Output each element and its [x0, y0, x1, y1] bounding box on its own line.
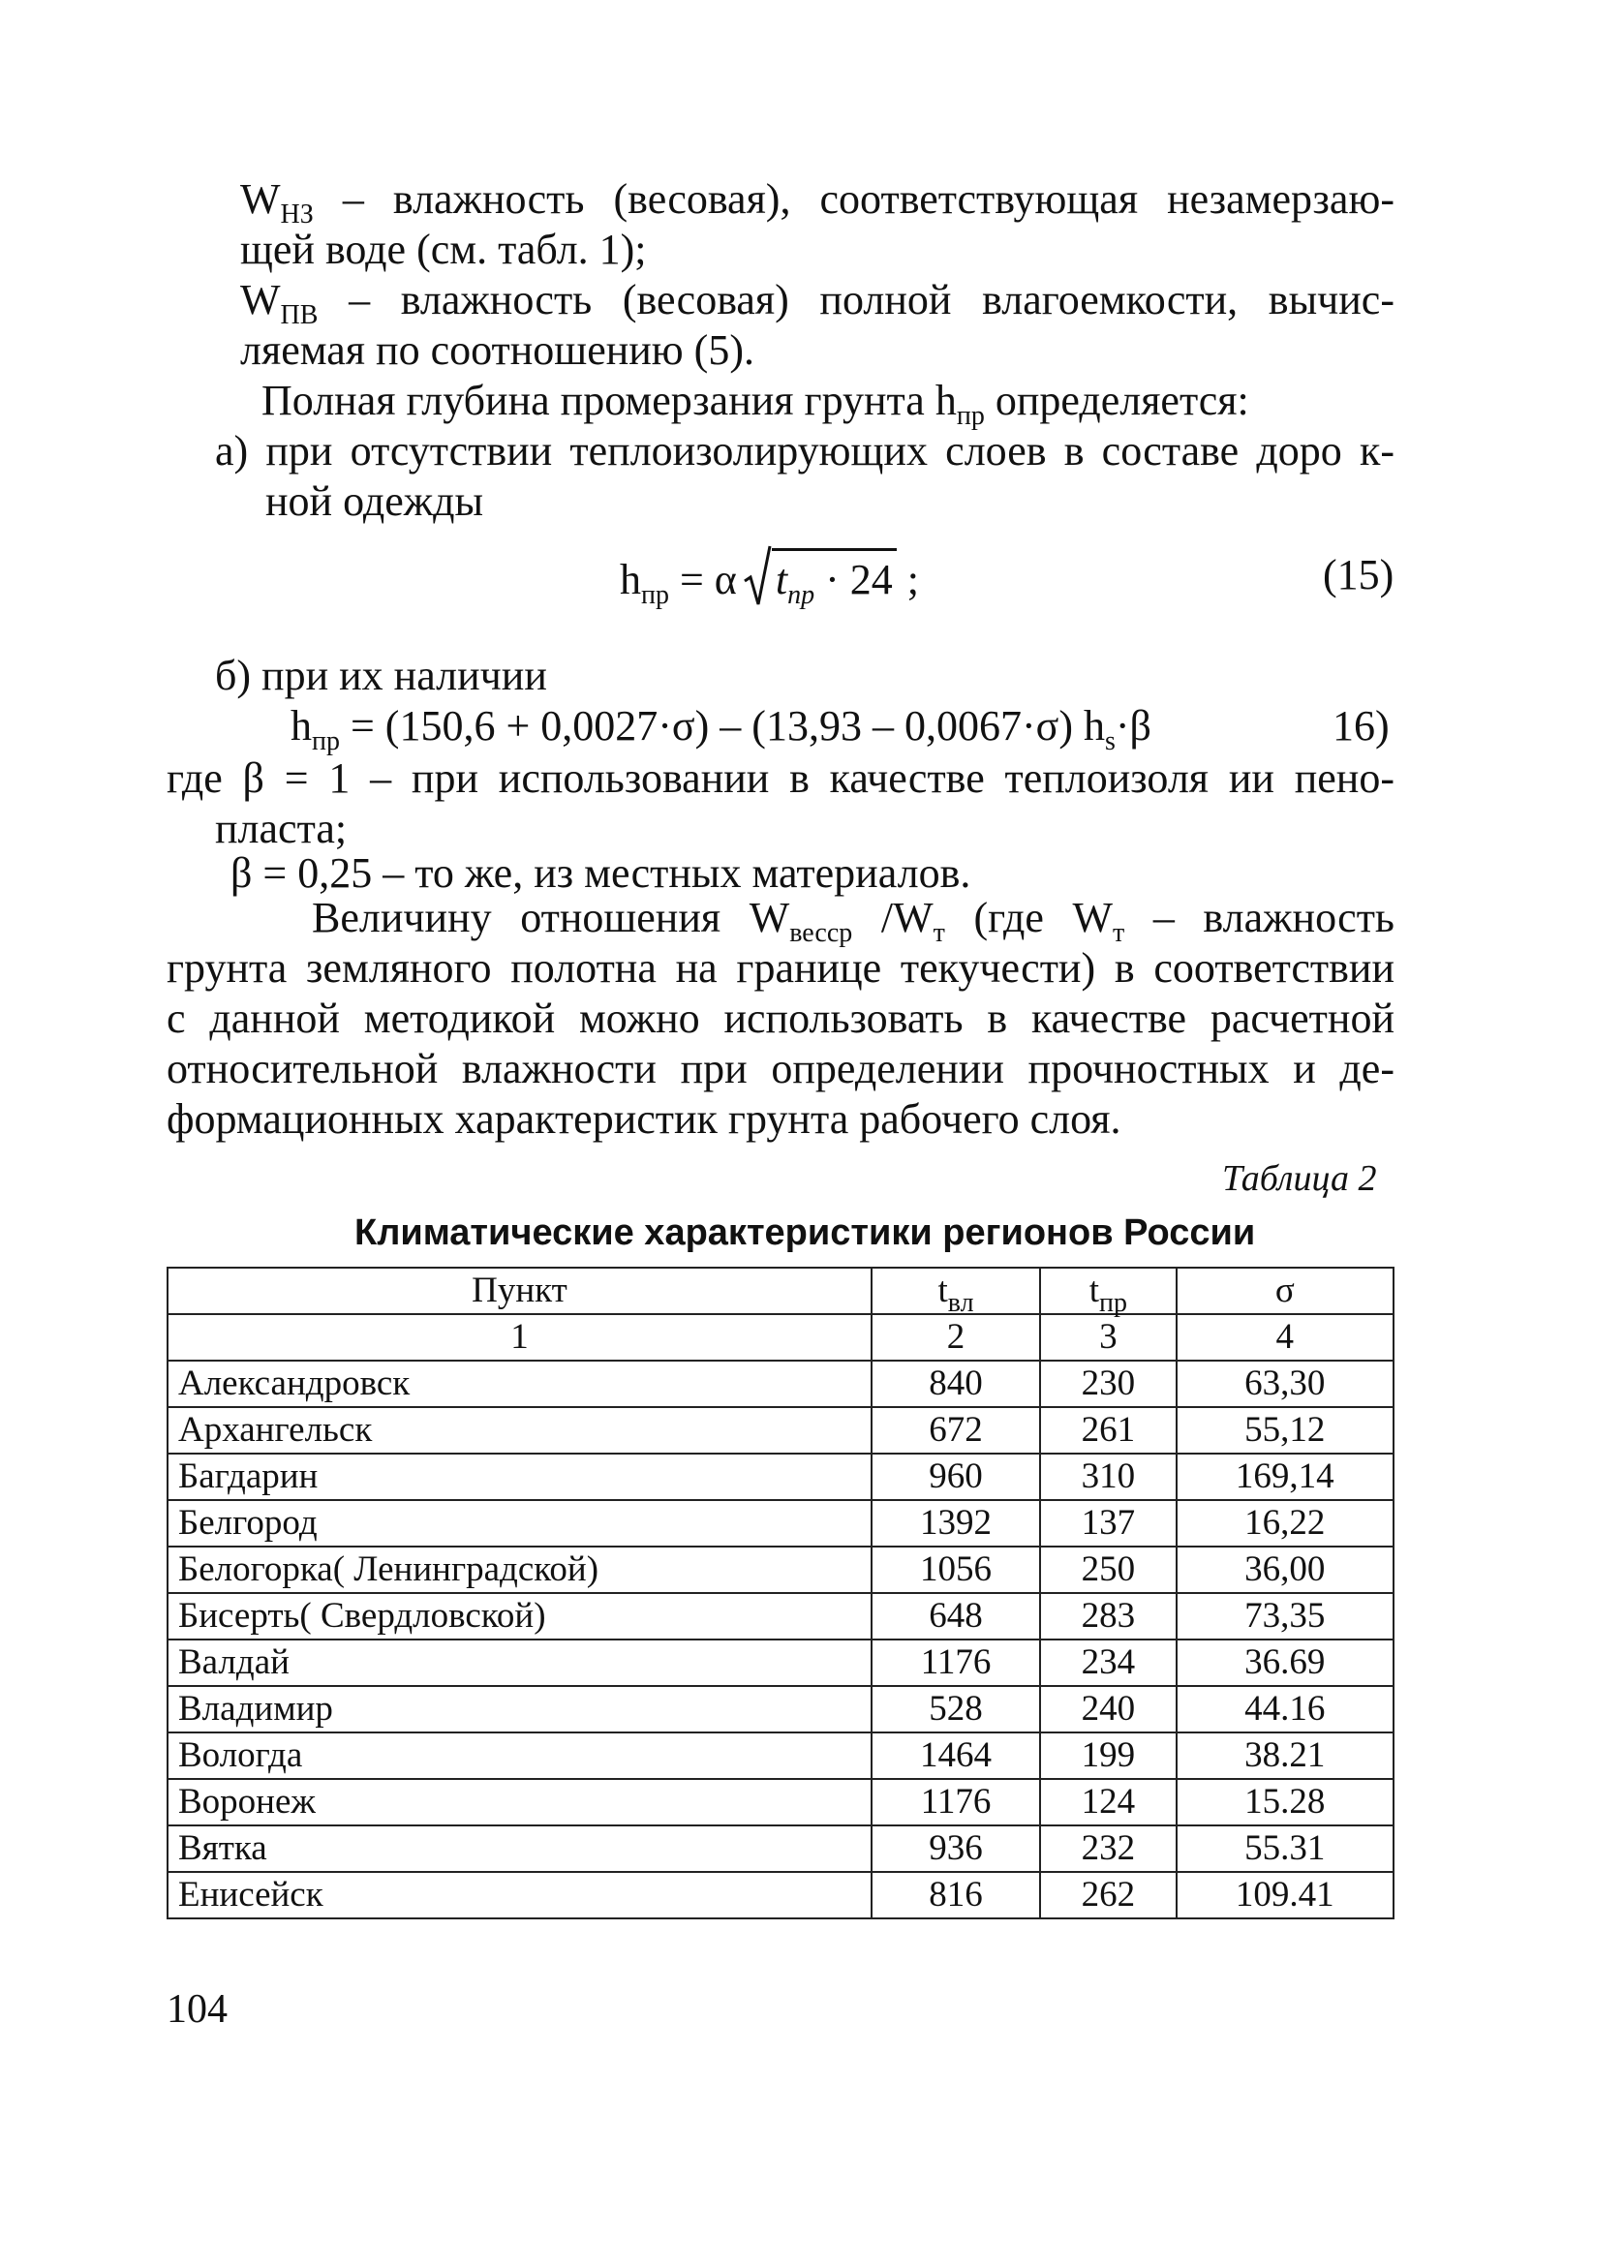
row-sigma: 63,30: [1177, 1361, 1394, 1407]
table-row: [168, 1361, 1394, 1407]
row-t-vl: 648: [872, 1593, 1040, 1640]
ratio-line-4: относительной влажности при определении прочностных и де-: [167, 1045, 1394, 1092]
row-t-pr: 250: [1040, 1547, 1177, 1593]
row-t-vl: 1176: [872, 1779, 1040, 1825]
row-sigma: 109.41: [1177, 1872, 1394, 1918]
row-t-pr: 261: [1040, 1407, 1177, 1454]
header-sigma: σ: [1177, 1268, 1394, 1314]
row-t-pr: 283: [1040, 1593, 1177, 1640]
beta-line-2: пласта;: [215, 805, 348, 852]
row-t-pr: 199: [1040, 1732, 1177, 1779]
row-t-vl: 936: [872, 1825, 1040, 1872]
row-sigma: 36.69: [1177, 1640, 1394, 1686]
row-t-pr: 230: [1040, 1361, 1177, 1407]
table-caption: Таблица 2: [1222, 1158, 1377, 1199]
beta-line-1: где β = 1 – при использовании в качестве теплоизоля ии пено-: [167, 754, 1394, 802]
row-sigma: 16,22: [1177, 1500, 1394, 1547]
row-name: Бисерть( Свердловской): [168, 1593, 872, 1640]
row-sigma: 55,12: [1177, 1407, 1394, 1454]
ratio-line-1: Величину отношения $W_{вессp}$ $/W_т$ (где $W_т$ – влажность: [312, 894, 1394, 948]
row-sigma: 44.16: [1177, 1686, 1394, 1732]
table-row: [168, 1593, 1394, 1640]
row-t-pr: 262: [1040, 1872, 1177, 1918]
row-name: Енисейск: [168, 1872, 872, 1918]
table-title: Климатические характеристики регионов России: [354, 1212, 1256, 1253]
table-row: [168, 1500, 1394, 1547]
header-t-pr: $t_{пр}$: [1040, 1268, 1177, 1314]
row-name: Вологда: [168, 1732, 872, 1779]
row-t-vl: 672: [872, 1407, 1040, 1454]
table-row: [168, 1547, 1394, 1593]
row-name: Владимир: [168, 1686, 872, 1732]
column-number: 3: [1040, 1314, 1177, 1361]
row-t-vl: 960: [872, 1454, 1040, 1500]
row-name: Вятка: [168, 1825, 872, 1872]
row-name: Белгород: [168, 1500, 872, 1547]
table-row: [168, 1640, 1394, 1686]
row-name: Валдай: [168, 1640, 872, 1686]
radical-sign-icon: [743, 542, 772, 606]
row-t-vl: 1176: [872, 1640, 1040, 1686]
wnz-definition-line-1: $W_{НЗ}$ – влажность (весовая), соответствующая незамерзаю-: [240, 175, 1394, 230]
table-header-row: [168, 1268, 1394, 1314]
row-sigma: 15.28: [1177, 1779, 1394, 1825]
formula-16: $h_{пр} = (150,6 + 0,0027\cdot\sigma) - (13,93 - 0,0067\cdot\sigma)$ $h_s\cdot\beta$: [291, 702, 1151, 756]
wpv-definition-line-1: $W_{ПВ}$ – влажность (весовая) полной влагоемкости, вычис-: [240, 276, 1394, 330]
depth-intro: Полная глубина промерзания грунта $h_{пр}$ определяется:: [261, 377, 1249, 431]
row-sigma: 169,14: [1177, 1454, 1394, 1500]
table-row: [168, 1872, 1394, 1918]
row-t-pr: 137: [1040, 1500, 1177, 1547]
row-t-vl: 528: [872, 1686, 1040, 1732]
header-punkt: Пункт: [168, 1268, 872, 1314]
page-number: 104: [167, 1987, 228, 2032]
table-row: [168, 1407, 1394, 1454]
row-t-vl: 816: [872, 1872, 1040, 1918]
table-row: [168, 1454, 1394, 1500]
row-t-vl: 840: [872, 1361, 1040, 1407]
ratio-line-5: формационных характеристик грунта рабочего слоя.: [167, 1095, 1121, 1143]
column-number: 4: [1177, 1314, 1394, 1361]
row-t-vl: 1392: [872, 1500, 1040, 1547]
row-sigma: 36,00: [1177, 1547, 1394, 1593]
table-row: [168, 1779, 1394, 1825]
column-number: 1: [168, 1314, 872, 1361]
row-sigma: 55.31: [1177, 1825, 1394, 1872]
formula-16-number: 16): [1333, 702, 1390, 750]
column-number: 2: [872, 1314, 1040, 1361]
row-name: Воронеж: [168, 1779, 872, 1825]
header-t-vl: $t_{вл}$: [872, 1268, 1040, 1314]
case-b: б) при их наличии: [215, 652, 547, 699]
row-name: Александровск: [168, 1361, 872, 1407]
formula-15-number: (15): [1323, 551, 1394, 598]
row-name: Багдарин: [168, 1454, 872, 1500]
beta-line-3: β = 0,25 – то же, из местных материалов.: [230, 849, 971, 897]
case-a-line-2: ной одежды: [265, 477, 484, 525]
row-name: Белогорка( Ленинградской): [168, 1547, 872, 1593]
formula-15: $h_{пр} = \alpha$ $t_{пр} \cdot 24$ ;: [620, 548, 919, 607]
row-sigma: 73,35: [1177, 1593, 1394, 1640]
table-row: [168, 1686, 1394, 1732]
table-row: [168, 1825, 1394, 1872]
row-t-pr: 124: [1040, 1779, 1177, 1825]
ratio-line-2: грунта земляного полотна на границе текучести) в соответствии: [167, 944, 1394, 992]
wpv-definition-line-2: ляемая по соотношению (5).: [240, 326, 754, 374]
row-t-pr: 234: [1040, 1640, 1177, 1686]
row-t-pr: 232: [1040, 1825, 1177, 1872]
row-sigma: 38.21: [1177, 1732, 1394, 1779]
climate-table: [167, 1267, 1394, 1919]
square-root: $t_{пр} \cdot 24$: [743, 548, 897, 607]
ratio-line-3: с данной методикой можно использовать в качестве расчетной: [167, 995, 1394, 1042]
table-row: [168, 1732, 1394, 1779]
table-column-numbers-row: [168, 1314, 1394, 1361]
case-a-line-1: а) при отсутствии теплоизолирующих слоев в составе доро к-: [215, 427, 1394, 475]
row-t-vl: 1464: [872, 1732, 1040, 1779]
row-t-vl: 1056: [872, 1547, 1040, 1593]
wnz-definition-line-2: щей воде (см. табл. 1);: [240, 226, 647, 273]
row-t-pr: 310: [1040, 1454, 1177, 1500]
row-name: Архангельск: [168, 1407, 872, 1454]
row-t-pr: 240: [1040, 1686, 1177, 1732]
